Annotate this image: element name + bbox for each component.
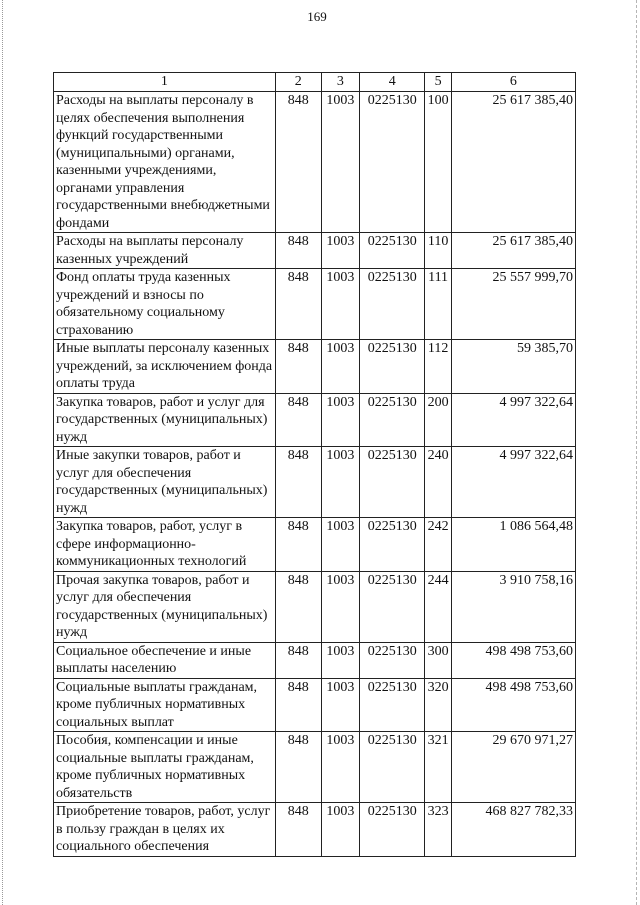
row-col-2: 848 — [275, 803, 321, 857]
header-col-5: 5 — [425, 73, 451, 92]
row-description: Расходы на выплаты персоналу казенных учреждений — [54, 233, 276, 269]
row-col-4: 0225130 — [360, 92, 425, 233]
row-amount: 25 557 999,70 — [451, 269, 575, 340]
scan-edge-left — [2, 0, 3, 905]
table-row — [54, 393, 576, 447]
table-row — [54, 92, 576, 233]
table-body — [54, 92, 576, 857]
table-row — [54, 642, 576, 678]
row-col-4: 0225130 — [360, 678, 425, 732]
page-number: 169 — [307, 9, 327, 24]
row-amount: 498 498 753,60 — [451, 678, 575, 732]
row-col-4: 0225130 — [360, 233, 425, 269]
table-row — [54, 340, 576, 394]
row-col-3: 1003 — [321, 571, 360, 642]
row-col-2: 848 — [275, 393, 321, 447]
table-row — [54, 447, 576, 518]
row-description: Социальное обеспечение и иные выплаты населению — [54, 642, 276, 678]
row-col-5: 242 — [425, 518, 451, 572]
row-col-2: 848 — [275, 269, 321, 340]
row-amount: 4 997 322,64 — [451, 393, 575, 447]
row-col-2: 848 — [275, 571, 321, 642]
row-amount: 1 086 564,48 — [451, 518, 575, 572]
row-description: Закупка товаров, работ и услуг для государственных (муниципальных) нужд — [54, 393, 276, 447]
row-col-5: 100 — [425, 92, 451, 233]
row-description: Приобретение товаров, работ, услуг в пользу граждан в целях их социального обеспечения — [54, 803, 276, 857]
row-col-3: 1003 — [321, 447, 360, 518]
row-col-3: 1003 — [321, 233, 360, 269]
header-col-4: 4 — [360, 73, 425, 92]
table-header — [54, 73, 576, 92]
row-col-3: 1003 — [321, 269, 360, 340]
row-col-3: 1003 — [321, 678, 360, 732]
row-col-4: 0225130 — [360, 732, 425, 803]
row-col-5: 321 — [425, 732, 451, 803]
row-col-4: 0225130 — [360, 340, 425, 394]
row-col-2: 848 — [275, 92, 321, 233]
row-amount: 29 670 971,27 — [451, 732, 575, 803]
row-col-5: 300 — [425, 642, 451, 678]
row-description: Иные закупки товаров, работ и услуг для обеспечения государственных (муниципальных) нужд — [54, 447, 276, 518]
row-amount: 468 827 782,33 — [451, 803, 575, 857]
row-amount: 25 617 385,40 — [451, 92, 575, 233]
row-amount: 4 997 322,64 — [451, 447, 575, 518]
row-col-5: 110 — [425, 233, 451, 269]
header-col-6: 6 — [451, 73, 575, 92]
row-col-4: 0225130 — [360, 393, 425, 447]
row-amount: 25 617 385,40 — [451, 233, 575, 269]
budget-table — [53, 72, 576, 857]
row-col-3: 1003 — [321, 340, 360, 394]
row-col-4: 0225130 — [360, 571, 425, 642]
table-row — [54, 678, 576, 732]
row-description: Фонд оплаты труда казенных учреждений и взносы по обязательному социальному страхованию — [54, 269, 276, 340]
row-col-5: 323 — [425, 803, 451, 857]
row-col-2: 848 — [275, 642, 321, 678]
row-description: Иные выплаты персоналу казенных учреждений, за исключением фонда оплаты труда — [54, 340, 276, 394]
row-col-3: 1003 — [321, 732, 360, 803]
header-col-2: 2 — [275, 73, 321, 92]
row-description: Пособия, компенсации и иные социальные выплаты гражданам, кроме публичных нормативных обязательств — [54, 732, 276, 803]
row-col-3: 1003 — [321, 642, 360, 678]
header-col-1: 1 — [54, 73, 276, 92]
scan-edge-right — [636, 0, 637, 905]
row-description: Прочая закупка товаров, работ и услуг для обеспечения государственных (муниципальных) нужд — [54, 571, 276, 642]
table-row — [54, 571, 576, 642]
row-col-2: 848 — [275, 518, 321, 572]
table-row — [54, 732, 576, 803]
row-col-4: 0225130 — [360, 447, 425, 518]
row-description: Расходы на выплаты персоналу в целях обеспечения выполнения функций государственными (муниципальными) органами, казенными учреждениями, органами управления государственными внебюджетными фондами — [54, 92, 276, 233]
table-row — [54, 269, 576, 340]
row-col-5: 320 — [425, 678, 451, 732]
row-col-2: 848 — [275, 678, 321, 732]
row-col-3: 1003 — [321, 518, 360, 572]
row-col-2: 848 — [275, 732, 321, 803]
table-row — [54, 803, 576, 857]
row-col-3: 1003 — [321, 92, 360, 233]
row-col-4: 0225130 — [360, 642, 425, 678]
row-col-3: 1003 — [321, 803, 360, 857]
row-col-5: 244 — [425, 571, 451, 642]
row-amount: 498 498 753,60 — [451, 642, 575, 678]
table-row — [54, 518, 576, 572]
row-col-5: 112 — [425, 340, 451, 394]
row-col-2: 848 — [275, 233, 321, 269]
row-col-4: 0225130 — [360, 518, 425, 572]
row-col-2: 848 — [275, 447, 321, 518]
header-col-3: 3 — [321, 73, 360, 92]
row-col-5: 200 — [425, 393, 451, 447]
table-row — [54, 233, 576, 269]
header-row — [54, 73, 576, 92]
row-col-5: 240 — [425, 447, 451, 518]
row-col-5: 111 — [425, 269, 451, 340]
row-amount: 59 385,70 — [451, 340, 575, 394]
row-col-3: 1003 — [321, 393, 360, 447]
row-col-4: 0225130 — [360, 269, 425, 340]
row-col-2: 848 — [275, 340, 321, 394]
row-col-4: 0225130 — [360, 803, 425, 857]
row-description: Социальные выплаты гражданам, кроме публичных нормативных социальных выплат — [54, 678, 276, 732]
row-amount: 3 910 758,16 — [451, 571, 575, 642]
row-description: Закупка товаров, работ, услуг в сфере информационно-коммуникационных технологий — [54, 518, 276, 572]
